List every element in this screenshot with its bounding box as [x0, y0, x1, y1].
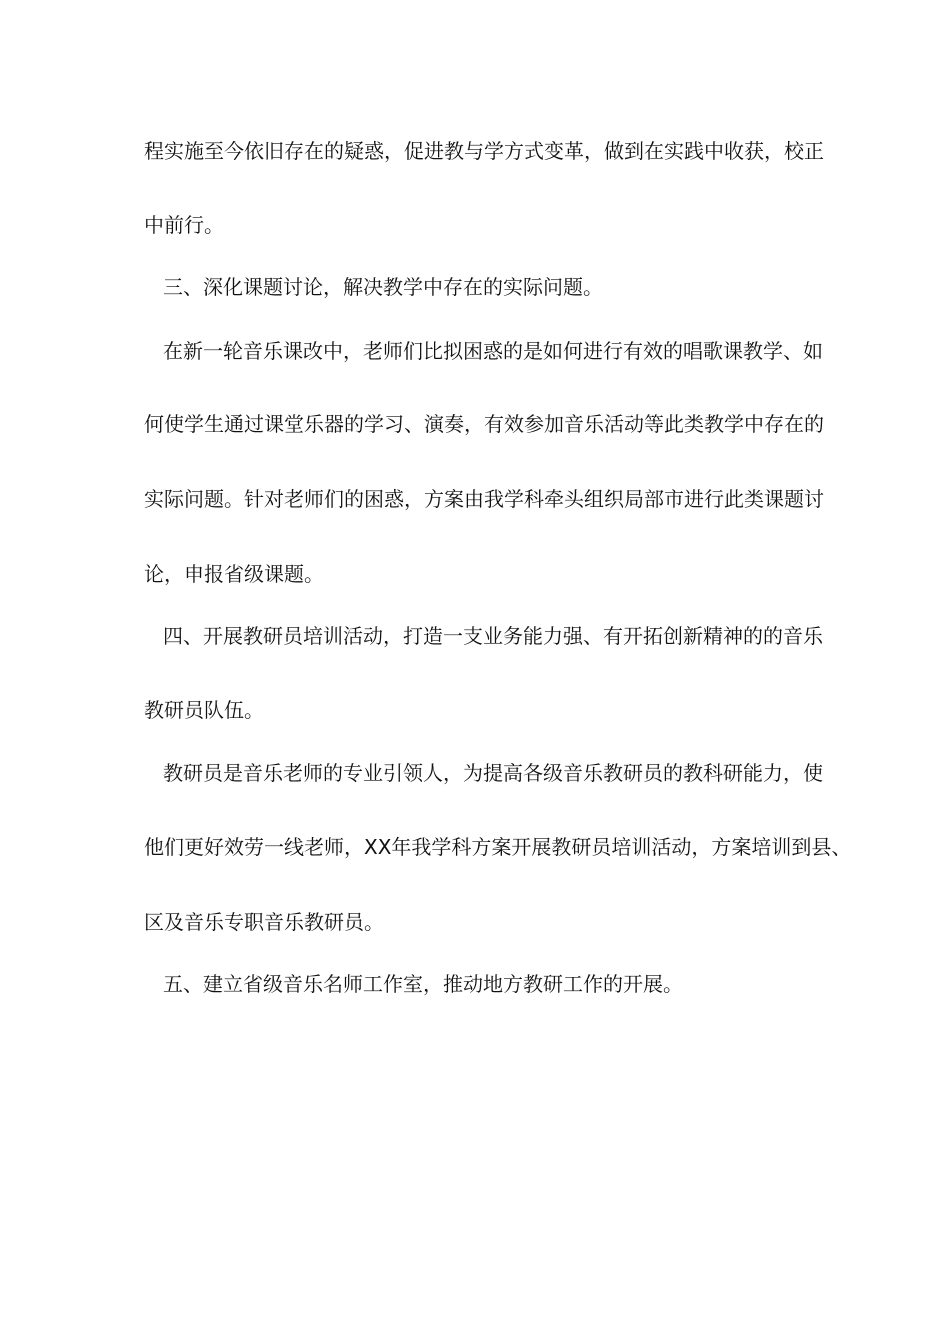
section-heading-5: 五、建立省级音乐名师工作室，推动地方教研工作的开展。	[163, 972, 683, 996]
text-line-1: 程实施至今依旧存在的疑惑，促进教与学方式变革，做到在实践中收获，校正	[144, 139, 824, 163]
text-line-2: 中前行。	[144, 213, 224, 237]
text-line-4: 在新一轮音乐课改中，老师们比拟困惑的是如何进行有效的唱歌课教学、如	[163, 339, 823, 363]
text-line-9: 教研员队伍。	[144, 698, 264, 722]
section-heading-3: 三、深化课题讨论，解决教学中存在的实际问题。	[163, 275, 603, 299]
text-line-12: 区及音乐专职音乐教研员。	[144, 910, 384, 934]
text-line-5: 何使学生通过课堂乐器的学习、演奏，有效参加音乐活动等此类教学中存在的	[144, 412, 824, 436]
section-heading-4: 四、开展教研员培训活动，打造一支业务能力强、有开拓创新精神的的音乐	[163, 624, 823, 648]
text-line-11: 他们更好效劳一线老师，XX年我学科方案开展教研员培训活动，方案培训到县、	[144, 835, 852, 859]
text-line-6: 实际问题。针对老师们的困惑，方案由我学科牵头组织局部市进行此类课题讨	[144, 487, 824, 511]
text-line-10: 教研员是音乐老师的专业引领人，为提高各级音乐教研员的教科研能力，使	[163, 761, 823, 785]
text-line-7: 论，申报省级课题。	[144, 562, 324, 586]
